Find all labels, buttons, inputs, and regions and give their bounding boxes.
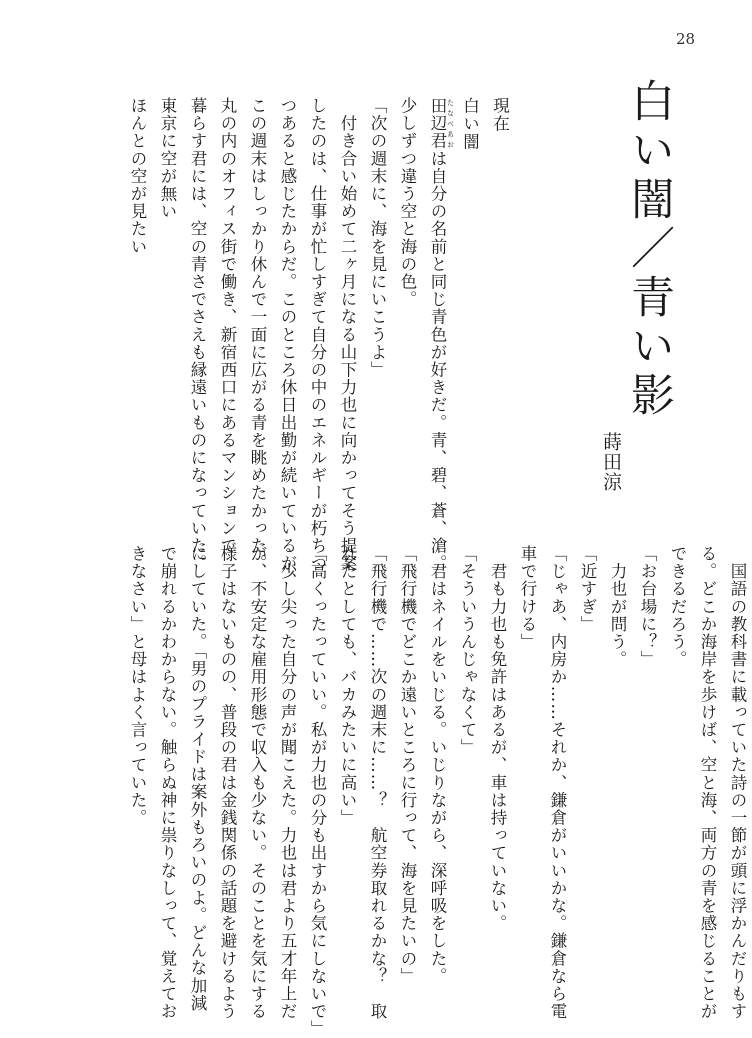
dialogue-line: 「次の週末に、海を見にいこうよ」 bbox=[368, 97, 387, 379]
chapter-heading: 白い闇 bbox=[460, 97, 480, 151]
paragraph-line: 君も力也も免許はあるが、車は持っていない。 bbox=[488, 545, 507, 933]
paragraph-line: にしていた。「男のプライドは案外もろいのよ。どんな加減 bbox=[188, 545, 207, 1012]
paragraph-line: 付き合い始めて二ヶ月になる山下力也に向かってそう提案 bbox=[338, 97, 357, 573]
paragraph-line: 暮らす君には、空の青さでさえも縁遠いものになっていた。 bbox=[188, 97, 207, 573]
paragraph-line: 国語の教科書に載っていた詩の一節が頭に浮かんだりもす bbox=[728, 545, 747, 1021]
ruby-name: 田辺君 たなべあお bbox=[428, 97, 455, 150]
dialogue-line: 「そういうんじゃなくて」 bbox=[458, 545, 477, 757]
dialogue-line: 「飛行機でどこか遠いところに行って、海を見たいの」 bbox=[398, 545, 417, 985]
paragraph-line: 力也が問う。 bbox=[608, 545, 627, 669]
paragraph-line: 様子はないものの、普段の君は金銭関係の話題を避けるよう bbox=[218, 545, 237, 1021]
paragraph-line: この週末はしっかり休んで一面に広がる青を眺めたかった。 bbox=[248, 97, 267, 573]
poem-line: ほんとの空が見たい bbox=[128, 97, 147, 256]
paragraph-line: 丸の内のオフィス街で働き、新宿西口にあるマンションで bbox=[218, 97, 237, 555]
poem-line: 東京に空が無い bbox=[158, 97, 177, 221]
dialogue-line: 車で行ける」 bbox=[518, 545, 537, 651]
paragraph-line: つあると感じたからだ。このところ休日出勤が続いているが、 bbox=[278, 97, 297, 590]
section-label: 現在 bbox=[490, 97, 510, 133]
dialogue-line: れたとしても、バカみたいに高い」 bbox=[338, 545, 357, 827]
page-number: 28 bbox=[676, 30, 696, 48]
paragraph-line: できるだろう。 bbox=[668, 545, 687, 669]
paragraph-line: きなさい」と母はよく言っていた。 bbox=[128, 545, 147, 827]
paragraph-line: る。どこか海岸を歩けば、空と海、両方の青を感じることが bbox=[698, 545, 717, 1021]
dialogue-line: 「近すぎ」 bbox=[578, 545, 597, 633]
author-name: 蒔田涼 bbox=[600, 432, 622, 492]
paragraph-line: 君はネイルをいじる。いじりながら、深呼吸をした。 bbox=[428, 545, 447, 985]
paragraph-line: 少しずつ違う空と海の色。 bbox=[398, 97, 417, 309]
paragraph-line: したのは、仕事が忙しすぎて自分の中のエネルギーが朽ちつ bbox=[308, 97, 327, 573]
paragraph-line bbox=[422, 97, 455, 590]
upper-text-block bbox=[122, 97, 515, 590]
dialogue-line: 「高くったっていい。私が力也の分も出すから気にしないで」 bbox=[308, 545, 327, 1038]
dialogue-line: 「飛行機で……次の週末に……？ 航空券取れるかな？ 取 bbox=[368, 545, 387, 1021]
paragraph-line: 少し尖った自分の声が聞こえた。力也は君より五才年上だ bbox=[278, 545, 297, 1021]
paragraph-line: で崩れるかわからない。触らぬ神に祟りなしって、覚えてお bbox=[158, 545, 177, 1021]
paragraph-line: が、不安定な雇用形態で収入も少ない。そのことを気にする bbox=[248, 545, 267, 1021]
line-rest: は自分の名前と同じ青色が好きだ。青、碧、蒼、滄。 bbox=[428, 149, 447, 573]
dialogue-line: 「じゃあ、内房か……それか、鎌倉がいいかな。鎌倉なら電 bbox=[548, 545, 567, 1021]
dialogue-line: 「お台場に？」 bbox=[638, 545, 657, 669]
story-title: 白い闇／青い影 bbox=[623, 78, 674, 421]
lower-text-block bbox=[122, 545, 752, 1038]
